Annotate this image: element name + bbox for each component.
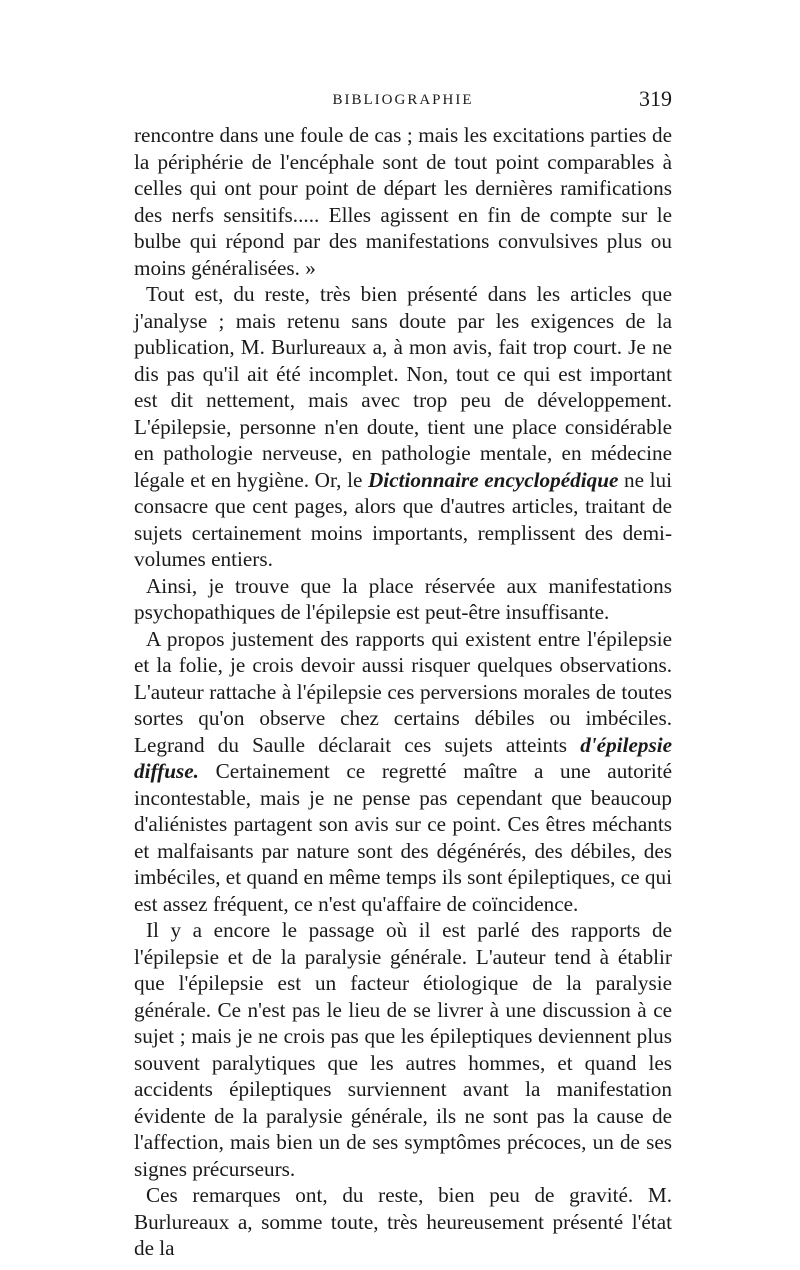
page-header <box>134 86 672 116</box>
text-run: Il y a encore le passage où il est parlé des rapports de l'épilepsie et de la paralysie générale. L'auteur tend à établir que l'épilepsie est un facteur étiologique de la paralysie générale. Ce n'est pas le lieu de se livrer à une discussion à ce sujet ; mais je ne crois pas que les épileptiques deviennent plus souvent paralytiques que les autres hommes, et quand les accidents épileptiques surviennent avant la manifestation évidente de la paralysie générale, ils ne sont pas la cause de l'affection, mais bien un de ses symptômes précoces, un de ses signes précurseurs. <box>134 918 672 1181</box>
italic-title: Dictionnaire encyclopédique <box>368 467 619 492</box>
paragraph <box>134 573 672 626</box>
text-run: Certainement ce regretté maître a une autorité incontestable, mais je ne pense pas cependant que beaucoup d'aliénistes partagent son avis sur ce point. Ces êtres méchants et malfaisants par nature sont des dégénérés, des débiles, des imbéciles, et quand en même temps ils sont épileptiques, ce qui est assez fréquent, ce n'est qu'affaire de coïncidence. <box>134 759 672 916</box>
text-run: Ainsi, je trouve que la place réservée aux manifestations psychopathiques de l'épilepsie est peut-être insuffisante. <box>134 573 672 624</box>
text-run: Tout est, du reste, très bien présenté dans les articles que j'analyse ; mais retenu sans doute par les exigences de la publication, M. Burlureaux a, à mon avis, fait trop court. Je ne dis pas qu'il ait été incomplet. Non, tout ce qui est important est dit nettement, mais avec trop peu de développement. L'épilepsie, personne n'en doute, tient une place considérable en pathologie nerveuse, en pathologie mentale, en médecine légale et en hygiène. Or, le <box>134 282 672 492</box>
paragraph <box>134 122 672 281</box>
text-run: rencontre dans une foule de cas ; mais les excitations parties de la périphérie de l'encéphale sont de tout point comparables à celles qui ont pour point de départ les dernières ramifications des nerfs sensitifs..... Elles agissent en fin de compte sur le bulbe qui répond par des manifestations convulsives plus ou moins généralisées. » <box>134 123 672 280</box>
text-run: ne lui consacre que cent pages, alors que d'autres articles, traitant de sujets certainement moins importants, remplissent des demi-volumes entiers. <box>134 467 672 571</box>
body-text <box>134 122 672 1262</box>
text-run: A propos justement des rapports qui existent entre l'épilepsie et la folie, je crois devoir aussi risquer quelques observations. L'auteur rattache à l'épilepsie ces perversions morales de toutes sortes qu'on observe chez certains débiles ou imbéciles. Legrand du Saulle déclarait ces sujets atteints <box>134 626 672 757</box>
italic-term: d'épilepsie diffuse. <box>134 732 672 783</box>
paragraph <box>134 917 672 1182</box>
paragraph <box>134 1182 672 1262</box>
text-run: Ces remarques ont, du reste, bien peu de gravité. M. Burlureaux a, somme toute, très heureusement présenté l'état de la <box>134 1183 672 1260</box>
paragraph <box>134 626 672 918</box>
page-number: 319 <box>639 86 672 111</box>
paragraph <box>134 281 672 573</box>
running-title: BIBLIOGRAPHIE <box>332 92 474 108</box>
